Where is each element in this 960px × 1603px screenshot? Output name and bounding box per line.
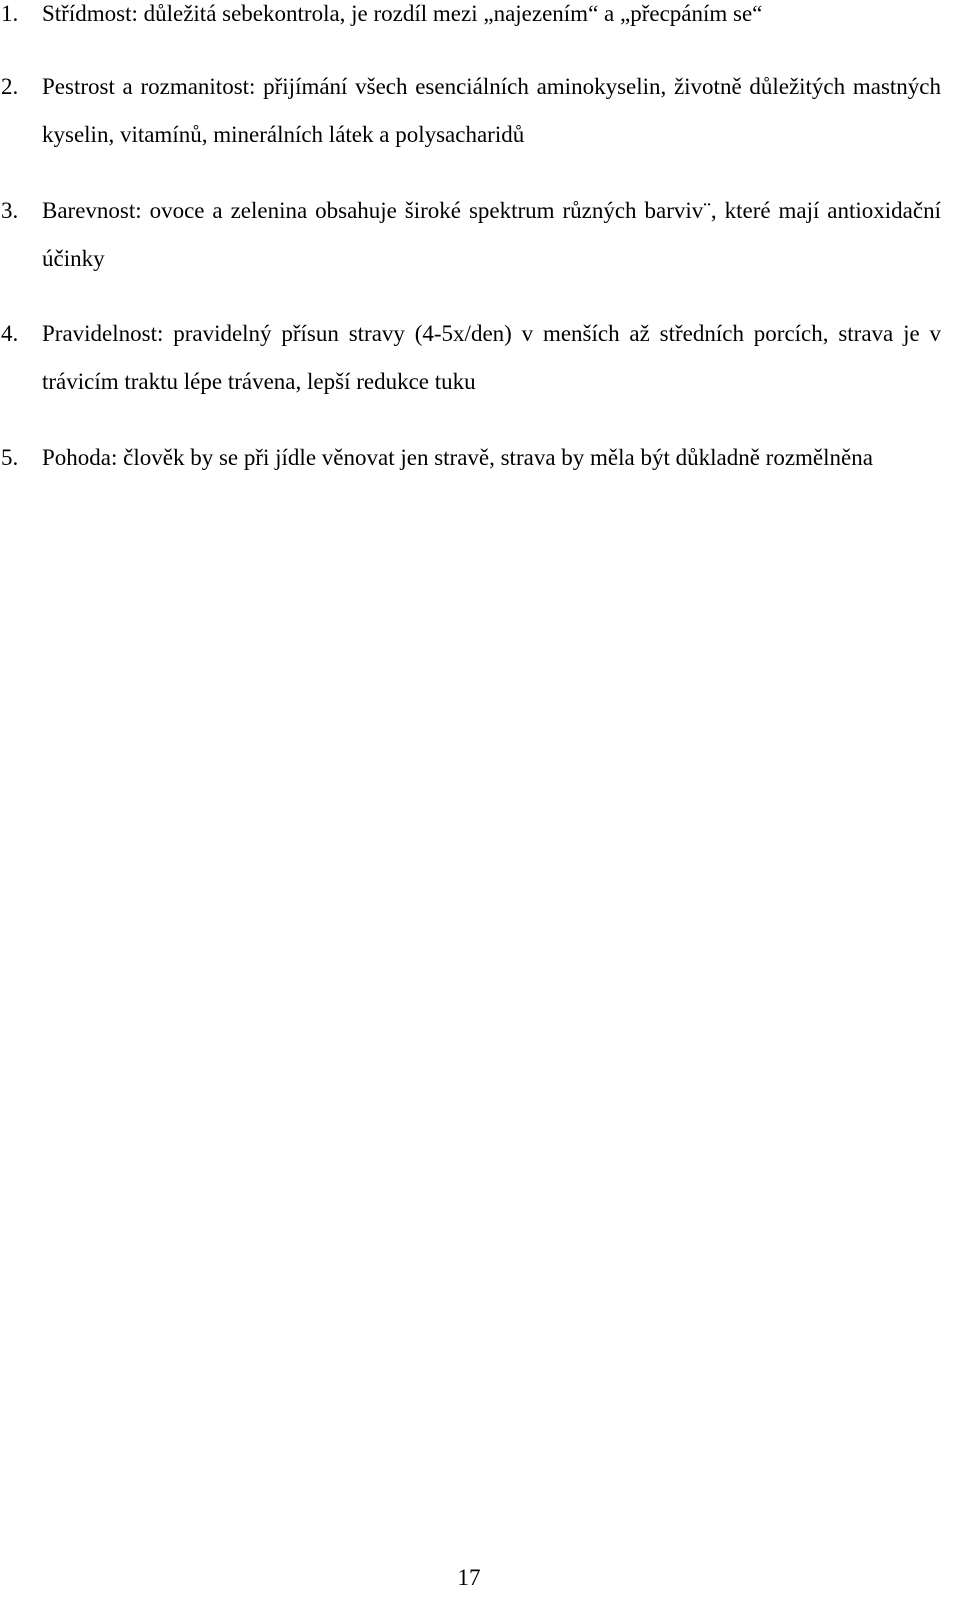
list-item-text: Střídmost: důležitá sebekontrola, je rozdíl mezi „najezením“ a „přecpáním se“ [42, 1, 763, 26]
list-item-number: 5. [1, 445, 19, 470]
page-number-text: 17 [457, 1565, 481, 1590]
list-item-text: Pestrost a rozmanitost: přijímání všech esenciálních aminokyselin, životně důležitých mastných kyselin, vitamínů, minerálních látek a polysacharidů [42, 74, 941, 147]
list-item-number: 1. [1, 1, 19, 26]
list-item-number: 3. [1, 198, 19, 223]
list-item-text: Pohoda: člověk by se při jídle věnovat jen stravě, strava by měla být důkladně rozmělněna [42, 445, 873, 470]
list-item-number: 4. [1, 321, 19, 346]
page-number [0, 1563, 960, 1593]
list-item-number: 2. [1, 74, 19, 99]
list-item-text: Barevnost: ovoce a zelenina obsahuje široké spektrum různých barviv¨, které mají antioxidační účinky [42, 198, 941, 271]
list-item-text: Pravidelnost: pravidelný přísun stravy (4-5x/den) v menších až středních porcích, strava je v trávicím traktu lépe trávena, lepší redukce tuku [42, 321, 941, 394]
